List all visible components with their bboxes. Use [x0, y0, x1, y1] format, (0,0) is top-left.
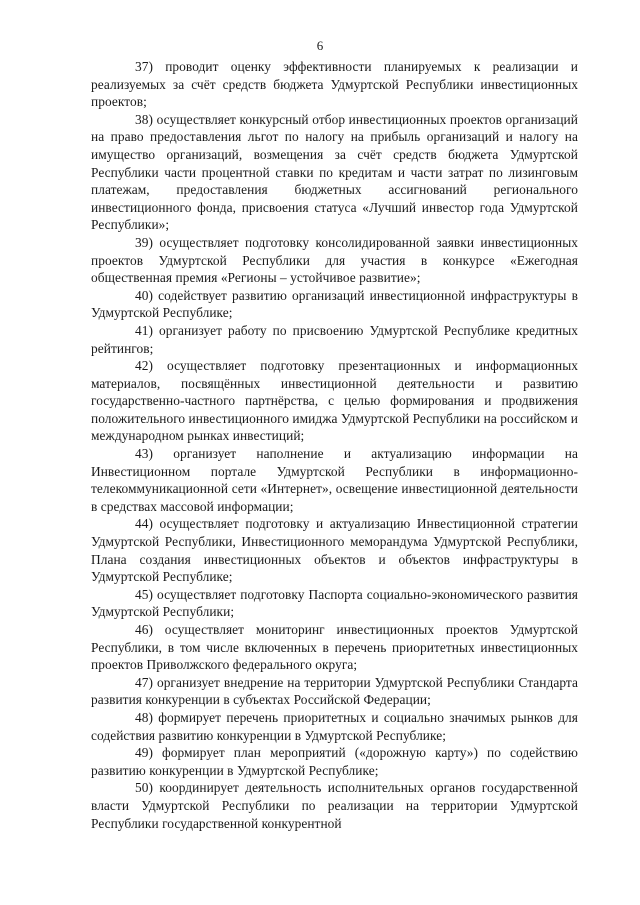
paragraph-item-44: 44) осуществляет подготовку и актуализацию Инвестиционной стратегии Удмуртской Республики, Инвестиционного меморандума Удмуртской Республики, Плана создания инвестиционных объектов и объектов инфраструктуры в Удмуртской Республике; [91, 516, 578, 585]
paragraph-item-41: 41) организует работу по присвоению Удмуртской Республике кредитных рейтингов; [91, 322, 578, 356]
paragraph-item-46: 46) осуществляет мониторинг инвестиционных проектов Удмуртской Республики, в том числе включенных в перечень приоритетных инвестиционных проектов Приволжского федерального округа; [91, 622, 578, 673]
document-body [91, 58, 578, 832]
paragraph-item-43: 43) организует наполнение и актуализацию информации на Инвестиционном портале Удмуртской Республики в информационно-телекоммуникационной сети «Интернет», освещение инвестиционной деятельности в средствах массовой информации; [91, 446, 578, 514]
page-number: 6 [316, 38, 324, 53]
paragraph-item-47: 47) организует внедрение на территории Удмуртской Республики Стандарта развития конкуренции в субъектах Российской Федерации; [91, 674, 578, 708]
paragraph-item-38: 38) осуществляет конкурсный отбор инвестиционных проектов организаций на право предоставления льгот по налогу на прибыль организаций и налогу на имущество организаций, возмещения за счёт средств бюджета Удмуртской Республики части процентной ставки по кредитам и части затрат по лизинговым платежам, предоставления бюджетных ассигнований регионального инвестиционного фонда, присвоения статуса «Лучший инвестор года Удмуртской Республики»; [91, 111, 578, 233]
paragraph-item-39: 39) осуществляет подготовку консолидированной заявки инвестиционных проектов Удмуртской Республики для участия в конкурсе «Ежегодная общественная премия «Регионы – устойчивое развитие»; [91, 234, 578, 286]
paragraph-item-45: 45) осуществляет подготовку Паспорта социально-экономического развития Удмуртской Республики; [91, 586, 578, 620]
paragraph-item-50: 50) координирует деятельность исполнительных органов государственной власти Удмуртской Республики по реализации на территории Удмуртской Республики государственной конкурентной [91, 780, 578, 831]
paragraph-item-42: 42) осуществляет подготовку презентационных и информационных материалов, посвящённых инвестиционной деятельности и развитию государственно-частного партнёрства, с целью формирования и продвижения положительного инвестиционного имиджа Удмуртской Республики на российском и международном рынках инвестиций; [91, 358, 578, 444]
paragraph-item-49: 49) формирует план мероприятий («дорожную карту») по содействию развитию конкуренции в Удмуртской Республике; [91, 745, 578, 778]
paragraph-item-40: 40) содействует развитию организаций инвестиционной инфраструктуры в Удмуртской Республике; [91, 287, 578, 321]
paragraph-item-48: 48) формирует перечень приоритетных и социально значимых рынков для содействия развитию конкуренции в Удмуртской Республике; [91, 709, 578, 743]
paragraph-item-37: 37) проводит оценку эффективности планируемых к реализации и реализуемых за счёт средств бюджета Удмуртской Республики инвестиционных проектов; [91, 59, 578, 110]
